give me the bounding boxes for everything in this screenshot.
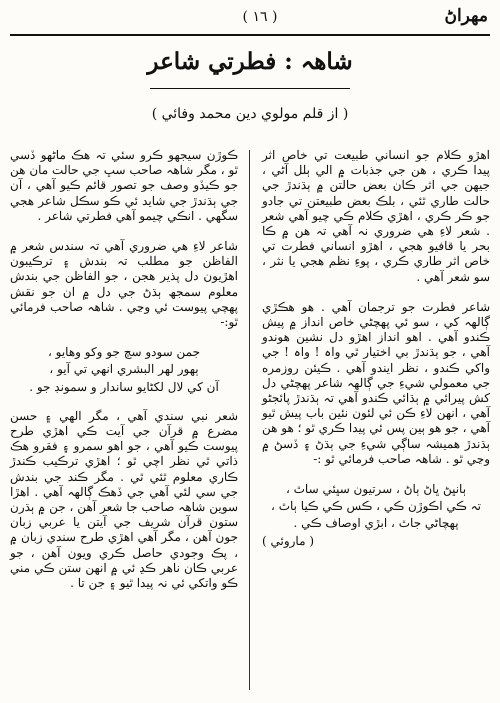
right-column	[262, 148, 490, 563]
column-divider	[249, 150, 250, 690]
verse-line: جمن سودو سچ جو وکو وهايو ،	[47, 345, 201, 360]
journal-name: مهراڻ	[444, 6, 488, 26]
verse-block	[262, 482, 490, 549]
title-divider	[150, 88, 350, 89]
verse-line: ٻهور لهر البشري انهي تي آيو ،	[49, 362, 199, 377]
paragraph: شعر نبي سندي آهي ، مگر الهي ۽ حسن مضرع ۾ قرآن جي آيت ڪي اهڙي طرح پيوست ڪيو آهي ، جو اهو سمرو ۽ فقرو هڪ ذاتي ٿي نظر اچي ٿو ؛ اهڙي ترڪيب ڪندڙ ڪاري معلوم ٿئي ٿي . مگر ڪند جي بندش جي سي لئي آهي جي ڏهڪ ڳالهہ آهي . اهڙا سوين شاهہ صاحب جا شعر آهن ، جن ۾ ٻڌرن ستون قرآن شريف جي آيتن يا عربي زبان جون آهن ، مگر آهي اهڙي طرح سندي زبان ۾ ، پڪ وجودي حاصل ڪري ويون آهن ، جو عربي ڪان ناهر ڪڍ ئي ۾ انهن ستن ڪي مني ڪو واتکي ئي نہ پيدا ٿيو ۽ جن تا .	[10, 408, 238, 591]
left-column	[10, 148, 238, 606]
paragraph: شاعر فطرت جو ترجمان آهي . هو هڪڙي ڳالهہ کي ، سو ئي پهچڻي خاص انداز ۾ پيش ڪندو آهي . اهو انداز اهڙو دل نشين هوندو آهي ، جو ٻڌندڙ بي اختيار ٿي واہ ! واہ ! جي واکي ڪندو ، نظر ايندو آهي . ڪيئن روزمره جي معمولي شيءِ جي ڳالهہ شاعر پهچڻي دل کش پيرائي ۾ ٻڌائي ڪندو آهي تہ ٻڌندڙ پائجڻو آهي ، انهن لاءِ ڪن ئي لئون نئين باب پيش ٿيو آهي ، جو هو ٻين پس ئي پيدا ڪري ٿو ؛ هو هن ٻڌندڙ هميشہ ساڳي شيءِ جي ٻڌڻ ۽ ڏسڻ ۾ وڃي ٿو . شاهہ صاحب فرمائي ٿو :-	[262, 299, 490, 466]
page-number: ( ١٦ )	[242, 9, 278, 25]
page-header	[10, 4, 490, 36]
article-byline: ( از قلم مولوي دين محمد وفائي )	[151, 106, 349, 122]
verse-attribution: ( ماروئي )	[262, 533, 315, 548]
paragraph: ڪوڙن سيجهو ڪرو سئي تہ هڪ ماڻهو ڏسي ٿو ، مگر شاهہ صاحب سڀ جي حالت مان هن جو ڪيڏو وصف جو تصور قائم ڪيو آهي ، آن جي ٻڌندڙ جي شايد ئي ڪو سڪل شاعر هجي سگهي . انڪي چيمو آهي فطرتي شاعر .	[10, 148, 238, 223]
verse-line: پهچاڻي جاٿ ، ابڙي اوصاف ڪي .	[293, 516, 459, 531]
verse-line: آن کي لال لکڻايو ساندار و سمونڊ جو .	[29, 379, 219, 394]
paragraph: اهڙو ڪلام جو انساني طبيعت تي خاص اثر پيدا ڪري ، هن جي جذبات ۾ الي ٻلل آڻي ، جيهن جي اثر ڪان بعض حالتن ۾ ٻڌندڙ جي حالت طاري ٿئي ، بلڪ بعض طبيعتن تي جادو جو ڪر ڪري ، اهڙي ڪلام ڪي چيو آهي شعر . شعر لاءِ هي ضروري نہ آهي تہ هن ۾ ڪا بحر يا قافيو هجي ، اهڙو انساني فطرت تي خاص اثر طاري ڪري ، پوءِ نظم هجي يا نثر ، سو شعر آهي .	[262, 148, 490, 284]
article-title: شاهہ : فطرتي شاعر	[147, 48, 353, 75]
paragraph: شاعر لاءِ هي ضروري آهي تہ سندس شعر ۾ الفاظن جو مطلب تہ بندش ۽ ترڪيبون اهڙيون دل پذير هجن ، جو الفاظن جي بندش معلوم سمجھ ٻڌڻ جي دل ۾ ان جو نقش پهچي پيوست ئي وڃي . شاهہ صاحب فرمائي ٿو:-	[10, 239, 238, 330]
verse-line: تہ ڪي اڪوڙن ڪي ، ڪس ڪي ڪيا ٻاٿ ،	[271, 499, 481, 514]
verse-block	[10, 345, 238, 395]
verse-line: ٻانڀڻ ڀاڻ ٻاڻ ، سرتيون سڀئي ساٿ ،	[285, 482, 467, 497]
